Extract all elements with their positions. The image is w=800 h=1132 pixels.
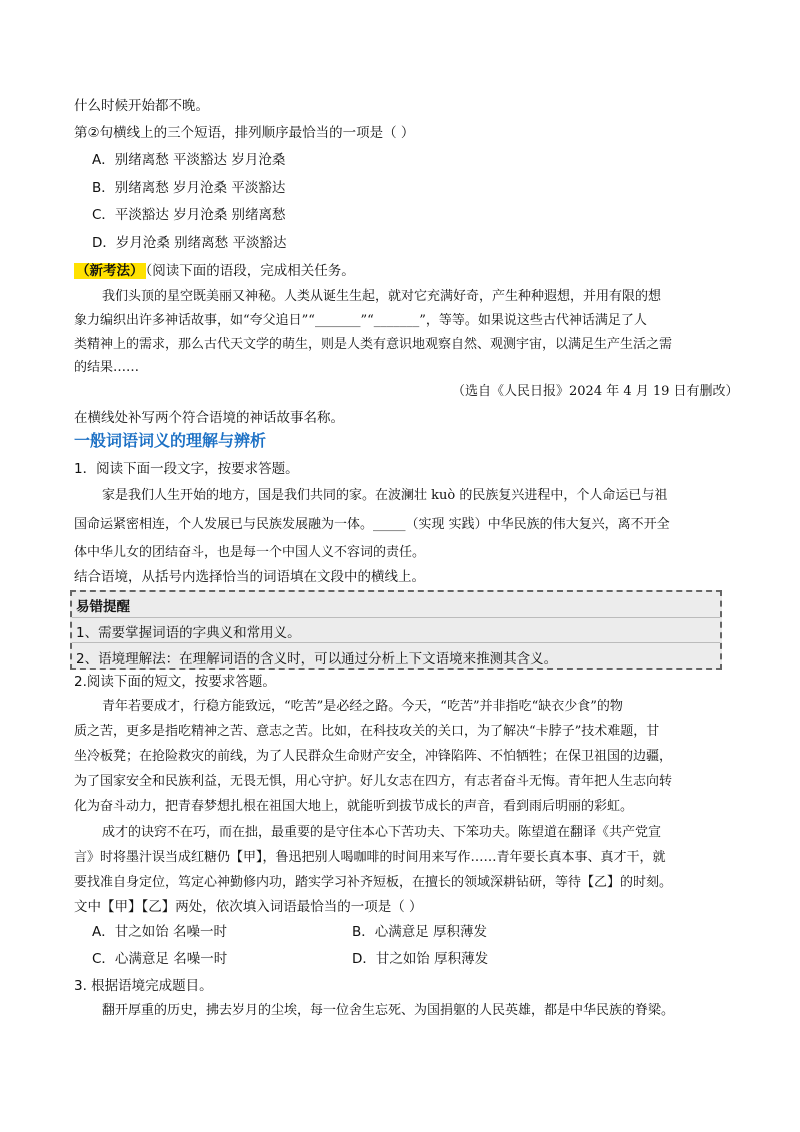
tip-title: 易错提醒 xyxy=(76,599,130,615)
passage-line: 家是我们人生开始的地方，国是我们共同的家。在波澜壮 kuò 的民族复兴进程中，个人命运已与祖 xyxy=(102,488,668,503)
passage-line: 成才的诀窍不在巧，而在拙，最重要的是守住本心下苦功夫、下笨功夫。陈望道在翻译《共产党宣 xyxy=(102,825,662,840)
passage-line: 坐冷板凳；在抢险救灾的前线，为了人民群众生命财产安全，冲锋陷阵、不怕牺牲；在保卫祖国的边疆， xyxy=(74,749,673,764)
task-instruction: 结合语境，从括号内选择恰当的词语填在文段中的横线上。 xyxy=(74,569,425,585)
option-c: C．平淡豁达 岁月沧桑 别绪离愁 xyxy=(92,207,286,223)
source-citation: （选自《人民日报》2024 年 4 月 19 日有删改） xyxy=(452,384,739,399)
question-prompt: 文中【甲】【乙】两处，依次填入词语最恰当的一项是（ ） xyxy=(74,899,423,915)
passage-line: 翻开厚重的历史，拂去岁月的尘埃，每一位舍生忘死、为国捐躯的人民英雄，都是中华民族的脊梁。 xyxy=(102,1003,675,1018)
passage-line: 我们头顶的星空既美丽又神秘。人类从诞生生起，就对它充满好奇，产生种种遐想，并用有限的想 xyxy=(102,289,662,304)
passage-line: 质之苦，更多是指吃精神之苦、意志之苦。比如，在科技攻关的关口，为了解决“卡脖子”技术难题，甘 xyxy=(74,724,660,739)
option-d: D．甘之如饴 厚积薄发 xyxy=(352,951,489,967)
tip-divider xyxy=(72,617,720,618)
error-tip-box xyxy=(70,590,722,670)
option-b: B．别绪离愁 岁月沧桑 平淡豁达 xyxy=(92,180,286,196)
passage-line: 国命运紧密相连，个人发展已与民族发展融为一体。_____（实现 实践）中华民族的伟大复兴，离不开全 xyxy=(74,517,670,532)
option-c: C．心满意足 名噪一时 xyxy=(92,951,228,967)
passage-line: 象力编织出许多神话故事，如“夸父追日”“_______”“_______”，等等。如果说这些古代神话满足了人 xyxy=(74,313,647,328)
passage-line: 化为奋斗动力，把青春梦想扎根在祖国大地上，就能听到拔节成长的声音，看到雨后明丽的彩虹。 xyxy=(74,799,634,814)
new-method-tag: （新考法） xyxy=(76,263,144,279)
passage-line: 为了国家安全和民族利益，无畏无惧，用心守护。好儿女志在四方，有志者奋斗无悔。青年把人生志向转 xyxy=(74,774,673,789)
new-method-line xyxy=(74,261,355,281)
option-b: B．心满意足 厚积薄发 xyxy=(352,924,488,940)
new-method-instruction: （阅读下面的语段，完成相关任务。 xyxy=(145,263,355,279)
task-instruction: 在横线处补写两个符合语境的神话故事名称。 xyxy=(74,410,344,426)
passage-line: 言》时将墨汁误当成红糖仍【甲】，鲁迅把别人喝咖啡的时间用来写作……青年要长真本事、真才干，就 xyxy=(74,850,666,865)
passage-line: 类精神上的需求，那么古代天文学的萌生，则是人类有意识地观察自然、观测宇宙，以满足生产生活之需 xyxy=(74,337,673,352)
question-1-title: 1．阅读下面一段文字，按要求答题。 xyxy=(74,461,299,477)
option-a: A．甘之如饴 名噪一时 xyxy=(92,924,228,940)
question-3-title: 3. 根据语境完成题目。 xyxy=(74,978,213,994)
text-line: 什么时候开始都不晚。 xyxy=(74,98,209,114)
tip-item: 1、需要掌握词语的字典义和常用义。 xyxy=(76,625,301,641)
option-a: A．别绪离愁 平淡豁达 岁月沧桑 xyxy=(92,152,286,168)
question-prompt: 第②句横线上的三个短语，排列顺序最恰当的一项是（ ） xyxy=(74,125,415,141)
passage-line: 的结果…… xyxy=(74,360,140,375)
passage-line: 要找准自身定位，笃定心神勤修内功，踏实学习补齐短板，在擅长的领域深耕钻研，等待【乙】的时刻。 xyxy=(74,875,673,890)
tip-item: 2、语境理解法：在理解词语的含义时，可以通过分析上下文语境来推测其含义。 xyxy=(76,651,558,667)
section-heading: 一般词语词义的理解与辨析 xyxy=(74,431,267,450)
passage-line: 青年若要成才，行稳方能致远，“吃苦”是必经之路。今天，“吃苦”并非指吃“缺衣少食”的物 xyxy=(102,699,623,714)
question-2-title: 2.阅读下面的短文，按要求答题。 xyxy=(74,674,276,690)
passage-line: 体中华儿女的团结奋斗，也是每一个中国人义不容词的责任。 xyxy=(74,545,426,560)
tip-divider xyxy=(72,642,720,643)
option-d: D．岁月沧桑 别绪离愁 平淡豁达 xyxy=(92,235,287,251)
